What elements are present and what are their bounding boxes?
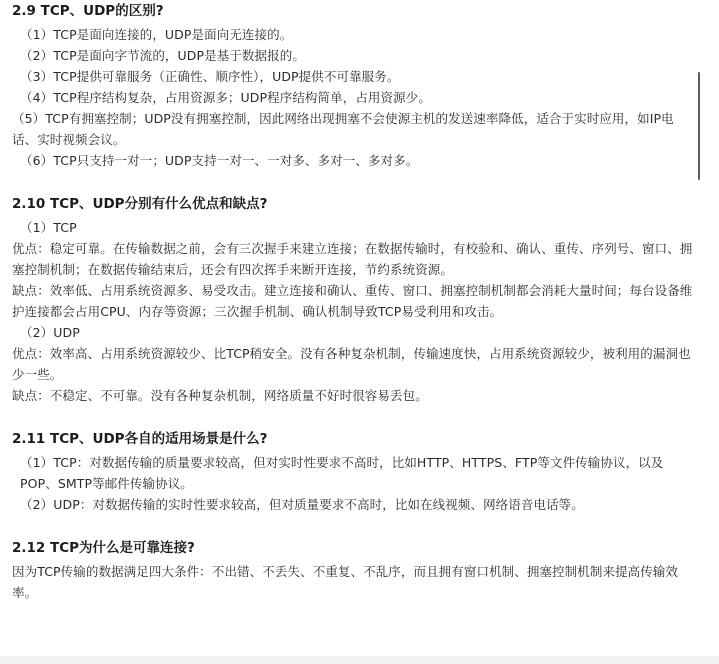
section-heading: 2.10 TCP、UDP分别有什么优点和缺点? bbox=[12, 196, 268, 212]
paragraph: （2）TCP是面向字节流的，UDP是基于数据报的。 bbox=[20, 48, 305, 63]
scrollbar[interactable] bbox=[698, 72, 700, 180]
paragraph: （6）TCP只支持一对一；UDP支持一对一、一对多、多对一、多对多。 bbox=[20, 153, 419, 168]
section-tcp-udp-difference bbox=[12, 2, 697, 171]
paragraph: （2）UDP：对数据传输的实时性要求较高，但对质量要求不高时，比如在线视频、网络语音电话等。 bbox=[20, 497, 584, 512]
section-heading: 2.11 TCP、UDP各自的适用场景是什么? bbox=[12, 431, 268, 447]
section-heading: 2.9 TCP、UDP的区别? bbox=[12, 3, 164, 19]
section-pros-cons bbox=[12, 195, 697, 406]
paragraph: （1）TCP是面向连接的，UDP是面向无连接的。 bbox=[20, 27, 293, 42]
paragraph: 因为TCP传输的数据满足四大条件：不出错、不丢失、不重复、不乱序，而且拥有窗口机制、拥塞控制机制来提高传输效率。 bbox=[12, 564, 679, 600]
paragraph: （4）TCP程序结构复杂，占用资源多；UDP程序结构简单，占用资源少。 bbox=[20, 90, 431, 105]
section-heading: 2.12 TCP为什么是可靠连接? bbox=[12, 540, 195, 556]
paragraph: 优点：效率高、占用系统资源较少、比TCP稍安全。没有各种复杂机制，传输速度快，占用系统资源较少，被利用的漏洞也少一些。 bbox=[12, 346, 691, 382]
paragraph: （1）TCP bbox=[20, 220, 77, 235]
paragraph: 缺点：不稳定、不可靠。没有各种复杂机制，网络质量不好时很容易丢包。 bbox=[12, 388, 428, 403]
paragraph: （3）TCP提供可靠服务（正确性、顺序性），UDP提供不可靠服务。 bbox=[20, 69, 400, 84]
section-tcp-reliability bbox=[12, 539, 697, 603]
bottom-divider bbox=[0, 656, 719, 664]
paragraph: 缺点：效率低、占用系统资源多、易受攻击。建立连接和确认、重传、窗口、拥塞控制机制都会消耗大量时间；每台设备维护连接都会占用CPU、内存等资源；三次握手机制、确认机制导致TCP易受利用和攻击。 bbox=[12, 283, 693, 319]
paragraph: （1）TCP：对数据传输的质量要求较高，但对实时性要求不高时，比如HTTP、HTTPS、FTP等文件传输协议，以及POP、SMTP等邮件传输协议。 bbox=[20, 455, 664, 491]
section-use-cases bbox=[12, 430, 697, 515]
paragraph: 优点：稳定可靠。在传输数据之前，会有三次握手来建立连接；在数据传输时，有校验和、确认、重传、序列号、窗口、拥塞控制机制；在数据传输结束后，还会有四次挥手来断开连接，节约系统资源。 bbox=[12, 241, 693, 277]
paragraph: （5）TCP有拥塞控制；UDP没有拥塞控制，因此网络出现拥塞不会使源主机的发送速率降低，适合于实时应用，如IP电话、实时视频会议。 bbox=[12, 111, 674, 147]
paragraph: （2）UDP bbox=[20, 325, 80, 340]
